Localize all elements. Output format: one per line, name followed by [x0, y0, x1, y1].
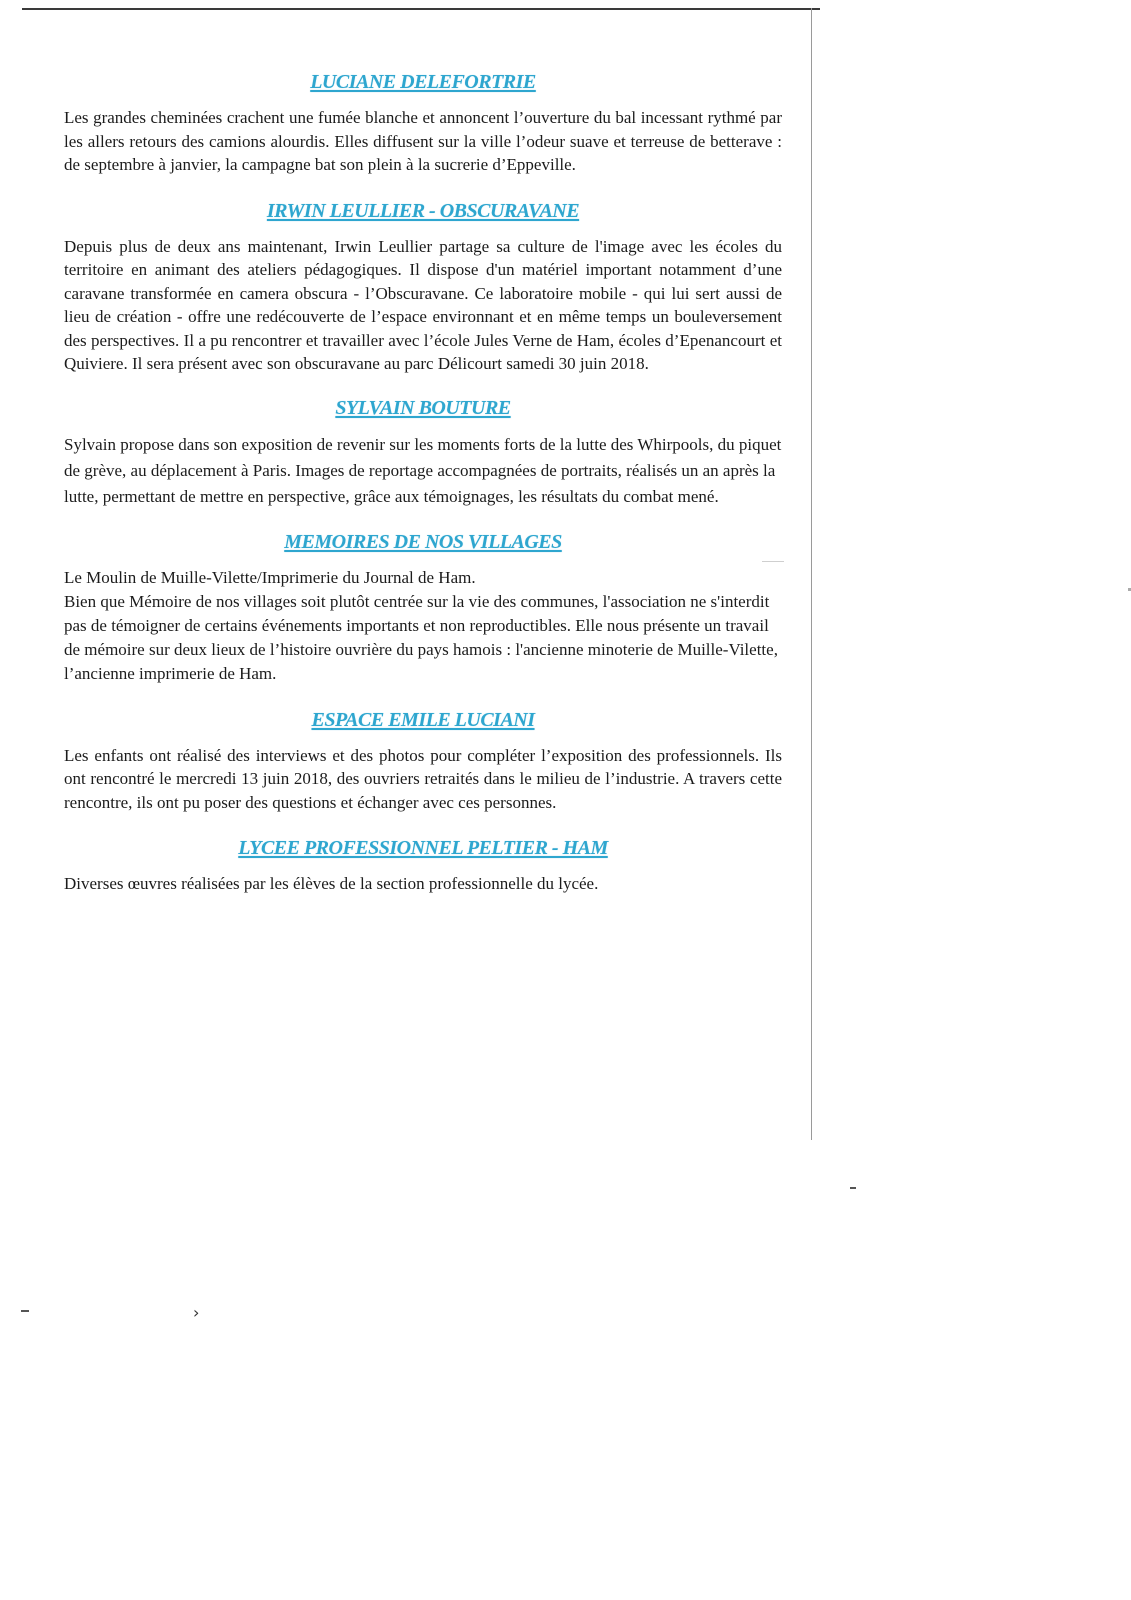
section-heading: LYCEE PROFESSIONNEL PELTIER - HAM: [238, 837, 608, 859]
section-heading: IRWIN LEULLIER - OBSCURAVANE: [266, 199, 580, 222]
section-paragraph: Depuis plus de deux ans maintenant, Irwin Leullier partage sa culture de l'image avec les écoles du territoire en animant des ateliers pédagogiques. Il dispose d'un matériel important notamment d’une caravane transformée en camera obscura - l’Obscuravane. Ce laboratoire mobile - qui lui sert aussi de lieu de création - offre une redécouverte de l’espace environnant et en même temps un bouleversement des perspectives. Il a pu rencontrer et travailler avec l’école Jules Verne de Ham, écoles d’Epenancourt et Quiviere. Il sera présent avec son obscuravane au parc Délicourt samedi 30 juin 2018.: [64, 236, 782, 373]
scan-speck: [21, 1310, 29, 1312]
chevron-mark: ›: [193, 1303, 200, 1322]
section-paragraph: Les enfants ont réalisé des interviews et des photos pour compléter l’exposition des professionnels. Ils ont rencontré le mercredi 13 juin 2018, des ouvriers retraités dans le milieu de l’industrie. A travers cette rencontre, ils ont pu poser des questions et échanger avec ces personnes.: [64, 745, 782, 812]
section-lycee-professionnel: [64, 836, 782, 896]
section-subtitle: Le Moulin de Muille-Vilette/Imprimerie du Journal de Ham.: [64, 567, 476, 587]
section-paragraph: Diverses œuvres réalisées par les élèves de la section professionnelle du lycée.: [64, 874, 599, 893]
scan-speck: [762, 561, 784, 562]
scan-edge-right: [811, 8, 812, 1140]
section-espace-emile-luciani: [64, 708, 782, 815]
section-memoires-de-nos-villages: [64, 530, 782, 686]
section-irwin-leullier: [64, 199, 782, 376]
section-sylvain-bouture: [64, 396, 782, 510]
section-paragraph: Bien que Mémoire de nos villages soit plutôt centrée sur la vie des communes, l'association ne s'interdit pas de témoigner de certains événements importants et non reproductibles. Elle nous présente un travail de mémoire sur deux lieux de l’histoire ouvrière du pays hamois : l'ancienne minoterie de Muille-Vilette, l’ancienne imprimerie de Ham.: [64, 591, 778, 683]
document-page: [64, 70, 782, 896]
scan-edge-top: [22, 8, 820, 10]
section-heading: ESPACE EMILE LUCIANI: [311, 708, 535, 731]
section-heading: LUCIANE DELEFORTRIE: [310, 71, 536, 93]
section-heading: SYLVAIN BOUTURE: [335, 396, 511, 419]
section-heading: MEMOIRES DE NOS VILLAGES: [284, 530, 562, 553]
scan-speck: [850, 1187, 856, 1189]
section-paragraph: Les grandes cheminées crachent une fumée blanche et annoncent l’ouverture du bal incessant rythmé par les allers retours des camions alourdis. Elles diffusent sur la ville l’odeur suave et terreuse de betterave : de septembre à janvier, la campagne bat son plein à la sucrerie d’Eppeville.: [64, 108, 782, 174]
section-luciane-delefortrie: [64, 70, 782, 177]
section-paragraph: Sylvain propose dans son exposition de revenir sur les moments forts de la lutte des Whirpools, du piquet de grève, au déplacement à Paris. Images de reportage accompagnées de portraits, réalisés un an après la lutte, permettant de mettre en perspective, grâce aux témoignages, les résultats du combat mené.: [64, 434, 782, 506]
